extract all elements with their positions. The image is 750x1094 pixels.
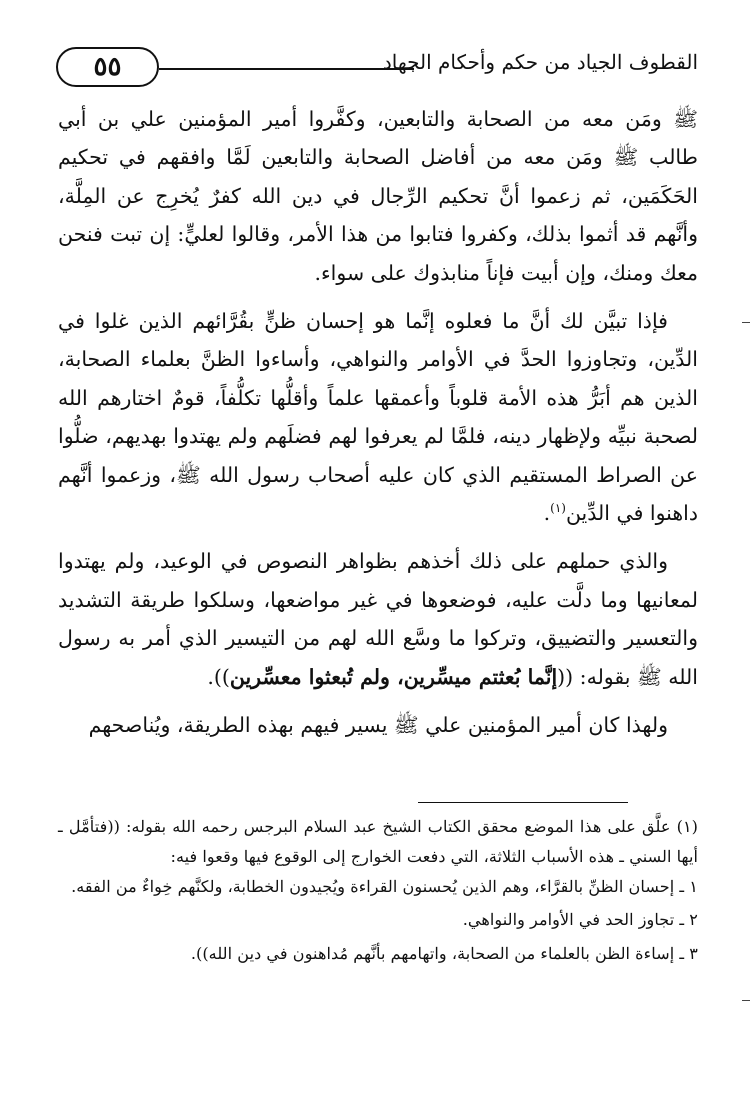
page-number: ٥٥ bbox=[93, 52, 122, 82]
paragraph-3-text: والذي حملهم على ذلك أخذهم بظواهر النصوص في الوعيد، ولم يهتدوا لمعانيها وما دلَّت عليه، فوضعوها في غير مواضعها، وسلكوا طريقة التشديد والتعسير والتضييق، وتركوا ما وسَّع الله لهم من التيسير الذي أمر به رسول الله ﷺ بقوله: (( bbox=[58, 549, 698, 689]
paragraph-3-end: )). bbox=[207, 664, 230, 689]
scan-edge-mark bbox=[742, 322, 750, 323]
footnote-item-2: ٢ ـ تجاوز الحد في الأوامر والنواهي. bbox=[462, 910, 698, 930]
paragraph-2-end: . bbox=[543, 501, 551, 526]
paragraph-3 bbox=[58, 542, 698, 696]
page-number-badge bbox=[56, 47, 159, 87]
footnote-reference: (١) bbox=[550, 501, 566, 516]
main-text bbox=[58, 100, 698, 745]
paragraph-1: ﷺ ومَن معه من الصحابة والتابعين، وكفَّروا أمير المؤمنين علي بن أبي طالب ﷺ ومَن معه من أفاضل الصحابة والتابعين لَمَّا وافقهم في تحكيم الحَكَمَين، ثم زعموا أنَّ تحكيم الرِّجال في دين الله كفرٌ يُخرِج عن المِلَّة، وأنَّهم قد أثموا بذلك، وكفروا فتابوا من هذا الأمر، وقالوا لعليٍّ: إن تبت فنحن معك ومنك، وإن أبيت فإناً منابذوك على سواء. bbox=[58, 107, 698, 285]
footnote-separator bbox=[418, 802, 628, 803]
footnote-1: (١) علَّق على هذا الموضع محقق الكتاب الشيخ عبد السلام البرجس رحمه الله بقوله: ((فتأمَّل ـ أيها السني ـ هذه الأسباب الثلاثة، التي دفعت الخوارج إلى الوقوع فيها وقعوا فيه: bbox=[58, 817, 698, 866]
paragraph-2 bbox=[58, 302, 698, 532]
footnote-item-3: ٣ ـ إساءة الظن بالعلماء من الصحابة، واتهامهم بأنَّهم مُداهنون في دين الله)). bbox=[190, 944, 698, 964]
hadith-quote: إنَّما بُعثتم ميسِّرين، ولم تُبعثوا معسِّرين bbox=[229, 664, 558, 689]
header-rule bbox=[159, 68, 414, 70]
paragraph-2-text: فإذا تبيَّن لك أنَّ ما فعلوه إنَّما هو إحسان ظنٍّ بقُرَّائهم الذين غلوا في الدِّين، وتجاوزوا الحدَّ في الأوامر والنواهي، وأساءوا الظنَّ بعلماء الصحابة، الذين هم أبَرُّ هذه الأمة قلوباً وأعمقها علماً وأقلُّها تكلُّفاً، قومٌ اختارهم الله لصحبة نبيِّه ولإظهار دينه، فلمَّا لم يعرفوا لهم فضلَهم ولم يهتدوا بهديهم، ضلُّوا عن الصراط المستقيم الذي كان عليه أصحاب رسول الله ﷺ، وزعموا أنَّهم داهنوا في الدِّين bbox=[58, 309, 698, 526]
running-title: القطوف الجياد من حكم وأحكام الجهاد bbox=[382, 50, 698, 74]
footnotes bbox=[58, 812, 698, 969]
scan-edge-mark bbox=[742, 1000, 750, 1001]
paragraph-4: ولهذا كان أمير المؤمنين علي ﷺ يسير فيهم بهذه الطريقة، ويُناصحهم bbox=[88, 713, 668, 738]
footnote-item-1: ١ ـ إحسان الظنِّ بالقرَّاء، وهم الذين يُحسنون القراءة ويُجيدون الخطابة، ولكنَّهم خِواءٌ من الفقه. bbox=[71, 876, 698, 896]
page-header bbox=[48, 40, 698, 94]
